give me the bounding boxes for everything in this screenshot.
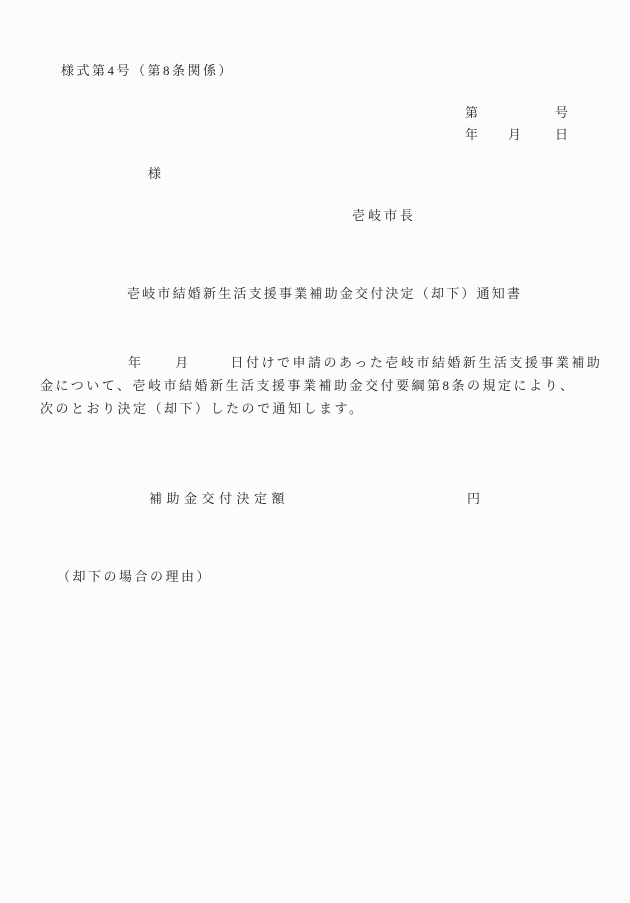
body-line-1 xyxy=(40,351,610,374)
grant-amount-label: 補助金交付決定額 xyxy=(149,491,290,506)
date-month-label: 月 xyxy=(508,127,524,142)
body-year-label: 年 xyxy=(128,355,144,370)
document-title: 壱岐市結婚新生活支援事業補助金交付決定（却下）通知書 xyxy=(127,286,523,301)
doc-number-prefix: 第 xyxy=(465,105,481,120)
body-month-label: 月 xyxy=(175,355,191,370)
form-number-label: 様式第4号（第8条関係） xyxy=(61,63,235,78)
date-day-label: 日 xyxy=(555,127,571,142)
body-paragraph xyxy=(40,351,610,420)
rejection-reason-label: （却下の場合の理由） xyxy=(57,569,213,584)
doc-number-suffix: 号 xyxy=(555,105,571,120)
date-year-label: 年 xyxy=(465,127,481,142)
body-line-1-text: 日付けで申請のあった壱岐市結婚新生活支援事業補助 xyxy=(230,355,603,370)
addressee-honorific: 様 xyxy=(148,166,164,181)
grant-amount-unit: 円 xyxy=(467,491,483,506)
body-line-3: 次のとおり決定（却下）したので通知します。 xyxy=(40,401,365,416)
body-line-2: 金について、壱岐市結婚新生活支援事業補助金交付要綱第8条の規定により、 xyxy=(40,378,576,393)
sender-name: 壱岐市長 xyxy=(352,208,417,223)
